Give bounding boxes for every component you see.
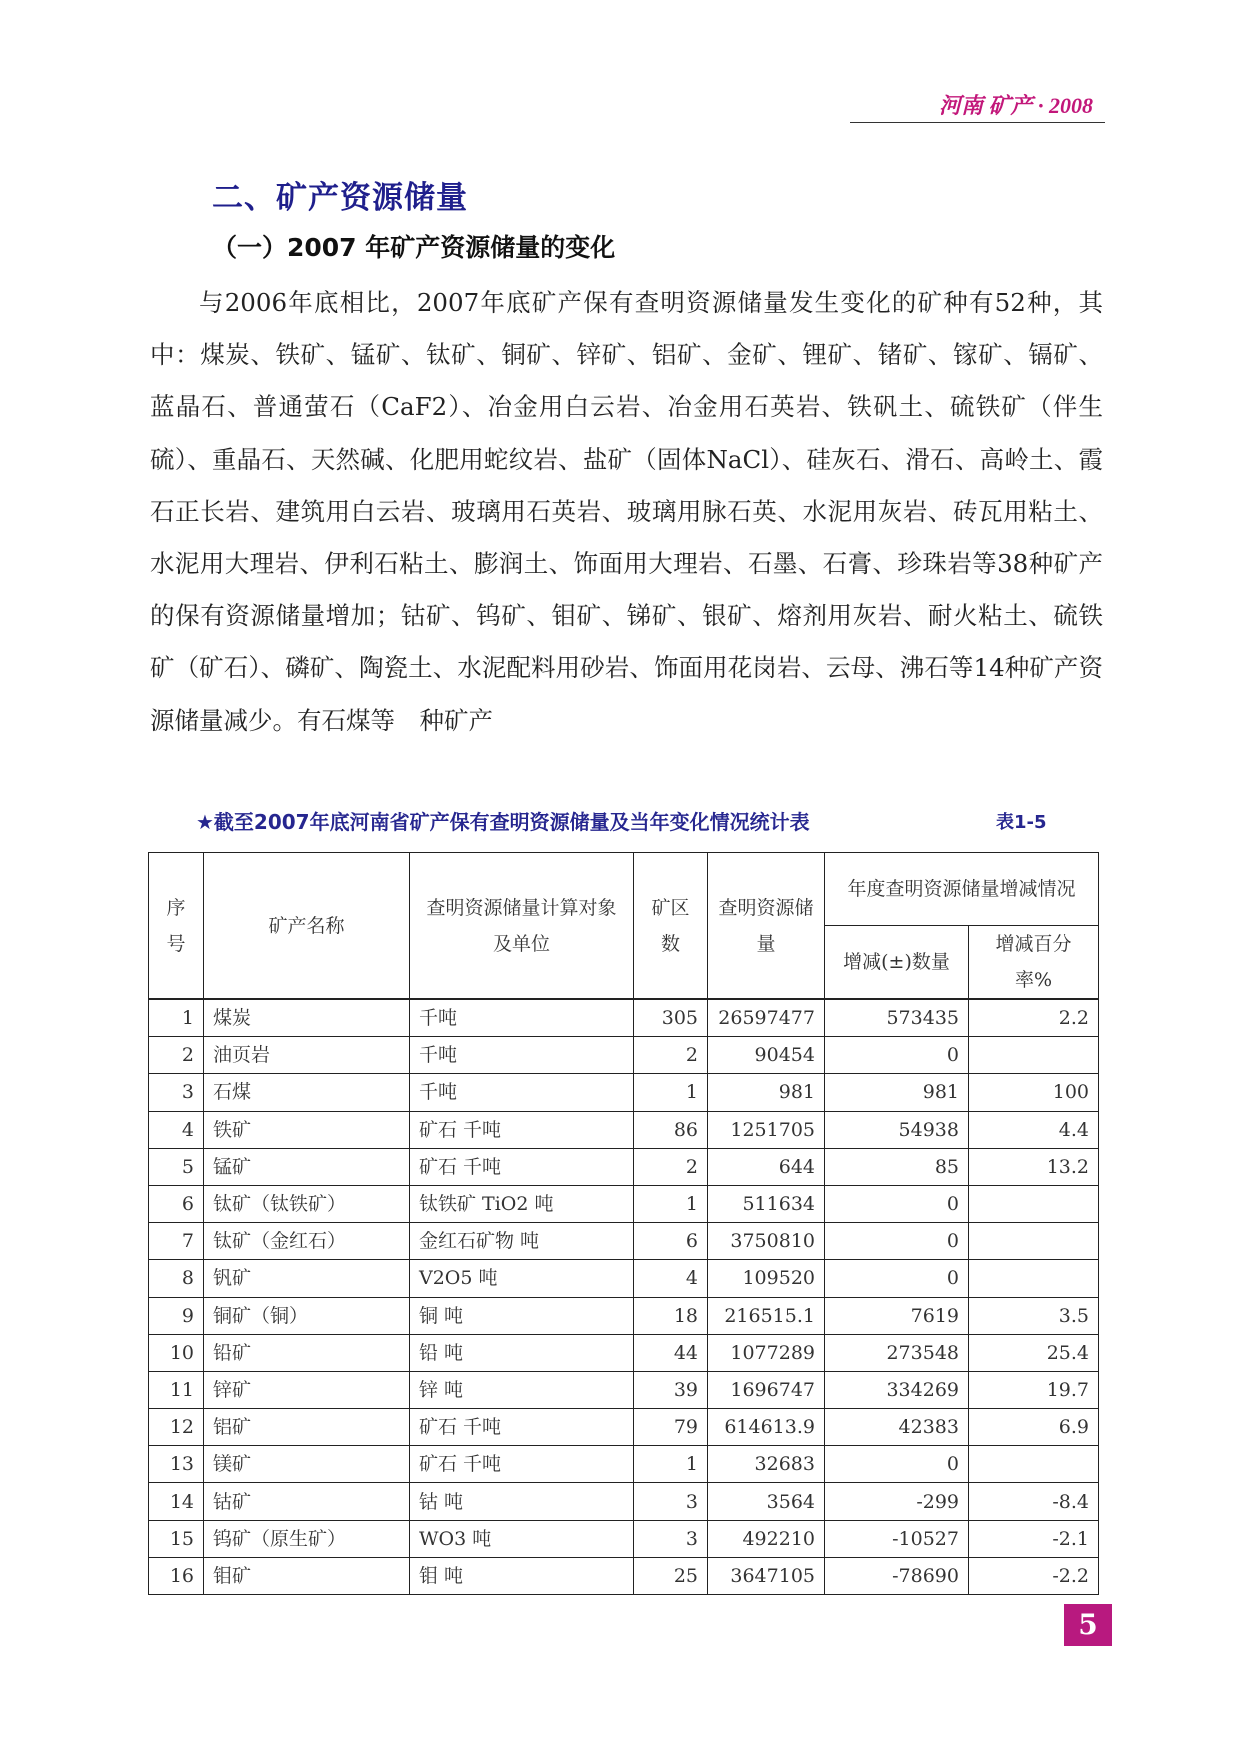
header-districts: 矿区数 — [634, 853, 708, 1000]
row-districts: 305 — [634, 999, 708, 1037]
row-reserves: 90454 — [708, 1037, 825, 1074]
row-change: 54938 — [825, 1111, 969, 1148]
header-rule — [850, 122, 1105, 123]
header-change-qty: 增减(±)数量 — [825, 926, 969, 1000]
row-pct: 6.9 — [969, 1409, 1099, 1446]
row-change: 0 — [825, 1223, 969, 1260]
row-pct — [969, 1037, 1099, 1074]
row-name: 锰矿 — [204, 1148, 410, 1185]
row-unit: 铅 吨 — [410, 1334, 634, 1371]
table-caption — [196, 806, 1066, 835]
row-reserves: 216515.1 — [708, 1297, 825, 1334]
row-reserves: 981 — [708, 1074, 825, 1111]
row-reserves: 1696747 — [708, 1371, 825, 1408]
table-row — [149, 1223, 1099, 1260]
row-unit: 矿石 千吨 — [410, 1148, 634, 1185]
row-reserves: 644 — [708, 1148, 825, 1185]
row-districts: 2 — [634, 1037, 708, 1074]
header-change-pct: 增减百分率% — [969, 926, 1099, 1000]
row-change: 0 — [825, 1185, 969, 1222]
row-seq: 15 — [149, 1520, 204, 1557]
row-pct: 19.7 — [969, 1371, 1099, 1408]
section-title: 二、矿产资源储量 — [212, 180, 468, 216]
table-header — [149, 853, 1099, 1000]
row-seq: 2 — [149, 1037, 204, 1074]
header-seq: 序号 — [149, 853, 204, 1000]
row-districts: 1 — [634, 1446, 708, 1483]
row-reserves: 26597477 — [708, 999, 825, 1037]
row-pct: 13.2 — [969, 1148, 1099, 1185]
row-reserves: 109520 — [708, 1260, 825, 1297]
row-districts: 79 — [634, 1409, 708, 1446]
row-districts: 3 — [634, 1520, 708, 1557]
row-change: 573435 — [825, 999, 969, 1037]
row-districts: 1 — [634, 1185, 708, 1222]
row-pct: -2.2 — [969, 1557, 1099, 1594]
row-name: 铜矿（铜） — [204, 1297, 410, 1334]
row-name: 钨矿（原生矿） — [204, 1520, 410, 1557]
row-reserves: 3750810 — [708, 1223, 825, 1260]
table-row — [149, 1334, 1099, 1371]
row-name: 铅矿 — [204, 1334, 410, 1371]
row-change: 0 — [825, 1446, 969, 1483]
row-districts: 86 — [634, 1111, 708, 1148]
table-row — [149, 999, 1099, 1037]
row-unit: V2O5 吨 — [410, 1260, 634, 1297]
row-reserves: 1077289 — [708, 1334, 825, 1371]
row-change: 42383 — [825, 1409, 969, 1446]
row-unit: 钼 吨 — [410, 1557, 634, 1594]
row-unit: 锌 吨 — [410, 1371, 634, 1408]
row-change: 0 — [825, 1260, 969, 1297]
row-pct — [969, 1223, 1099, 1260]
row-pct: 100 — [969, 1074, 1099, 1111]
table-row — [149, 1037, 1099, 1074]
reserves-table — [148, 852, 1099, 1595]
row-seq: 6 — [149, 1185, 204, 1222]
row-districts: 39 — [634, 1371, 708, 1408]
row-seq: 10 — [149, 1334, 204, 1371]
row-districts: 6 — [634, 1223, 708, 1260]
row-seq: 8 — [149, 1260, 204, 1297]
row-change: 85 — [825, 1148, 969, 1185]
row-districts: 44 — [634, 1334, 708, 1371]
row-pct: 3.5 — [969, 1297, 1099, 1334]
row-seq: 11 — [149, 1371, 204, 1408]
row-reserves: 3647105 — [708, 1557, 825, 1594]
row-unit: 钛铁矿 TiO2 吨 — [410, 1185, 634, 1222]
row-name: 钴矿 — [204, 1483, 410, 1520]
row-reserves: 614613.9 — [708, 1409, 825, 1446]
page-number: 5 — [1064, 1604, 1112, 1646]
row-pct: 25.4 — [969, 1334, 1099, 1371]
row-unit: 千吨 — [410, 1037, 634, 1074]
row-seq: 14 — [149, 1483, 204, 1520]
row-seq: 12 — [149, 1409, 204, 1446]
row-reserves: 3564 — [708, 1483, 825, 1520]
row-name: 油页岩 — [204, 1037, 410, 1074]
row-pct — [969, 1185, 1099, 1222]
table-row — [149, 1111, 1099, 1148]
table-row — [149, 1409, 1099, 1446]
row-unit: 铜 吨 — [410, 1297, 634, 1334]
row-seq: 13 — [149, 1446, 204, 1483]
row-districts: 18 — [634, 1297, 708, 1334]
row-name: 铝矿 — [204, 1409, 410, 1446]
table-body — [149, 999, 1099, 1595]
row-change: -10527 — [825, 1520, 969, 1557]
row-pct — [969, 1260, 1099, 1297]
row-name: 铁矿 — [204, 1111, 410, 1148]
row-change: 7619 — [825, 1297, 969, 1334]
running-header — [850, 92, 1105, 123]
row-name: 镁矿 — [204, 1446, 410, 1483]
row-pct: 2.2 — [969, 999, 1099, 1037]
row-unit: 千吨 — [410, 1074, 634, 1111]
row-reserves: 32683 — [708, 1446, 825, 1483]
row-pct: -8.4 — [969, 1483, 1099, 1520]
row-change: 273548 — [825, 1334, 969, 1371]
row-pct: -2.1 — [969, 1520, 1099, 1557]
row-change: 981 — [825, 1074, 969, 1111]
body-paragraph: 与2006年底相比，2007年底矿产保有查明资源储量发生变化的矿种有52种，其中：煤炭、铁矿、锰矿、钛矿、铜矿、锌矿、铝矿、金矿、锂矿、锗矿、镓矿、镉矿、蓝晶石、普通萤石（CaF2）、冶金用白云岩、冶金用石英岩、铁矾土、硫铁矿（伴生硫）、重晶石、天然碱、化肥用蛇纹岩、盐矿（固体NaCl）、硅灰石、滑石、高岭土、霞石正长岩、建筑用白云岩、玻璃用石英岩、玻璃用脉石英、水泥用灰岩、砖瓦用粘土、水泥用大理岩、伊利石粘土、膨润土、饰面用大理岩、石墨、石膏、珍珠岩等38种矿产的保有资源储量增加；钴矿、钨矿、钼矿、锑矿、银矿、熔剂用灰岩、耐火粘土、硫铁矿（矿石）、磷矿、陶瓷土、水泥配料用砂岩、饰面用花岗岩、云母、沸石等14种矿产资源储量减少。有石煤等 种矿产 — [150, 288, 1103, 735]
row-unit: 钴 吨 — [410, 1483, 634, 1520]
row-name: 钛矿（金红石） — [204, 1223, 410, 1260]
row-seq: 5 — [149, 1148, 204, 1185]
row-name: 钼矿 — [204, 1557, 410, 1594]
row-unit: 矿石 千吨 — [410, 1446, 634, 1483]
row-districts: 25 — [634, 1557, 708, 1594]
row-districts: 4 — [634, 1260, 708, 1297]
row-pct: 4.4 — [969, 1111, 1099, 1148]
row-pct — [969, 1446, 1099, 1483]
running-header-title: 河南 矿产 · 2008 — [938, 93, 1093, 118]
row-change: -78690 — [825, 1557, 969, 1594]
row-seq: 7 — [149, 1223, 204, 1260]
row-reserves: 511634 — [708, 1185, 825, 1222]
header-change-group: 年度查明资源储量增减情况 — [825, 853, 1099, 926]
table-row — [149, 1557, 1099, 1594]
row-unit: 矿石 千吨 — [410, 1111, 634, 1148]
row-unit: WO3 吨 — [410, 1520, 634, 1557]
header-reserves: 查明资源储量 — [708, 853, 825, 1000]
row-name: 锌矿 — [204, 1371, 410, 1408]
table-row — [149, 1260, 1099, 1297]
header-unit: 查明资源储量计算对象及单位 — [410, 853, 634, 1000]
row-seq: 9 — [149, 1297, 204, 1334]
row-name: 钛矿（钛铁矿） — [204, 1185, 410, 1222]
table-caption-text: ★截至2007年底河南省矿产保有查明资源储量及当年变化情况统计表 — [196, 810, 810, 834]
row-name: 煤炭 — [204, 999, 410, 1037]
table-row — [149, 1185, 1099, 1222]
row-seq: 16 — [149, 1557, 204, 1594]
row-districts: 1 — [634, 1074, 708, 1111]
row-districts: 3 — [634, 1483, 708, 1520]
table-row — [149, 1297, 1099, 1334]
table-row — [149, 1074, 1099, 1111]
row-name: 钒矿 — [204, 1260, 410, 1297]
row-unit: 金红石矿物 吨 — [410, 1223, 634, 1260]
row-change: 0 — [825, 1037, 969, 1074]
row-seq: 3 — [149, 1074, 204, 1111]
header-name: 矿产名称 — [204, 853, 410, 1000]
row-reserves: 1251705 — [708, 1111, 825, 1148]
table-row — [149, 1483, 1099, 1520]
table-row — [149, 1148, 1099, 1185]
row-unit: 矿石 千吨 — [410, 1409, 634, 1446]
subsection-title: （一）2007 年矿产资源储量的变化 — [212, 233, 616, 262]
row-seq: 1 — [149, 999, 204, 1037]
row-districts: 2 — [634, 1148, 708, 1185]
table-row — [149, 1520, 1099, 1557]
table-number: 表1-5 — [996, 812, 1047, 833]
row-seq: 4 — [149, 1111, 204, 1148]
table-row — [149, 1371, 1099, 1408]
table-row — [149, 1446, 1099, 1483]
row-change: -299 — [825, 1483, 969, 1520]
row-unit: 千吨 — [410, 999, 634, 1037]
row-name: 石煤 — [204, 1074, 410, 1111]
row-change: 334269 — [825, 1371, 969, 1408]
row-reserves: 492210 — [708, 1520, 825, 1557]
